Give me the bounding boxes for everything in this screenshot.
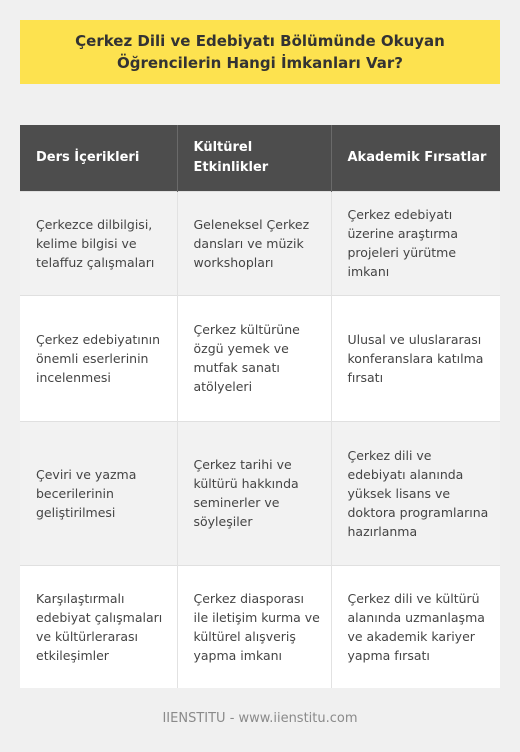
table-row bbox=[20, 421, 500, 565]
title-banner bbox=[20, 20, 500, 84]
header-kulturel-etkinlikler: Kültürel Etkinlikler bbox=[177, 125, 331, 191]
table-cell: Çerkez tarihi ve kültürü hakkında seminerler ve söyleşiler bbox=[177, 421, 331, 565]
table-header-row bbox=[20, 125, 500, 191]
table-cell: Çerkez edebiyatı üzerine araştırma projeleri yürütme imkanı bbox=[347, 207, 458, 279]
table-cell: Çerkez kültürüne özgü yemek ve mutfak sanatı atölyeleri bbox=[177, 295, 331, 421]
table-row bbox=[20, 191, 500, 295]
header-akademik-firsatlar: Akademik Fırsatlar bbox=[347, 149, 487, 165]
footer-credit: IIENSTITU - www.iienstitu.com bbox=[162, 711, 358, 726]
table-cell: Geleneksel Çerkez dansları ve müzik workshopları bbox=[177, 191, 331, 295]
table-row bbox=[20, 565, 500, 688]
table-cell: Çerkezce dilbilgisi, kelime bilgisi ve telaffuz çalışmaları bbox=[20, 191, 177, 295]
comparison-table bbox=[20, 125, 500, 688]
table-cell: Ulusal ve uluslararası konferanslara katılma fırsatı bbox=[347, 331, 484, 385]
comparison-table-container bbox=[20, 125, 500, 688]
table-cell: Çerkez dili ve edebiyatı alanında yüksek lisans ve doktora programlarına hazırlanma bbox=[347, 447, 489, 539]
table-cell: Çeviri ve yazma becerilerinin geliştirilmesi bbox=[20, 421, 177, 565]
table-row bbox=[20, 295, 500, 421]
table-cell: Çerkez dili ve kültürü alanında uzmanlaşma ve akademik kariyer yapma fırsatı bbox=[347, 590, 485, 663]
header-ders-icerikleri: Ders İçerikleri bbox=[20, 125, 177, 191]
table-cell: Karşılaştırmalı edebiyat çalışmaları ve kültürlerarası etkileşimler bbox=[20, 565, 177, 688]
table-cell: Çerkez diasporası ile iletişim kurma ve kültürel alışveriş yapma imkanı bbox=[177, 565, 331, 688]
page-title: Çerkez Dili ve Edebiyatı Bölümünde Okuyan Öğrencilerin Hangi İmkanları Var? bbox=[75, 32, 445, 72]
table-cell: Çerkez edebiyatının önemli eserlerinin incelenmesi bbox=[20, 295, 177, 421]
